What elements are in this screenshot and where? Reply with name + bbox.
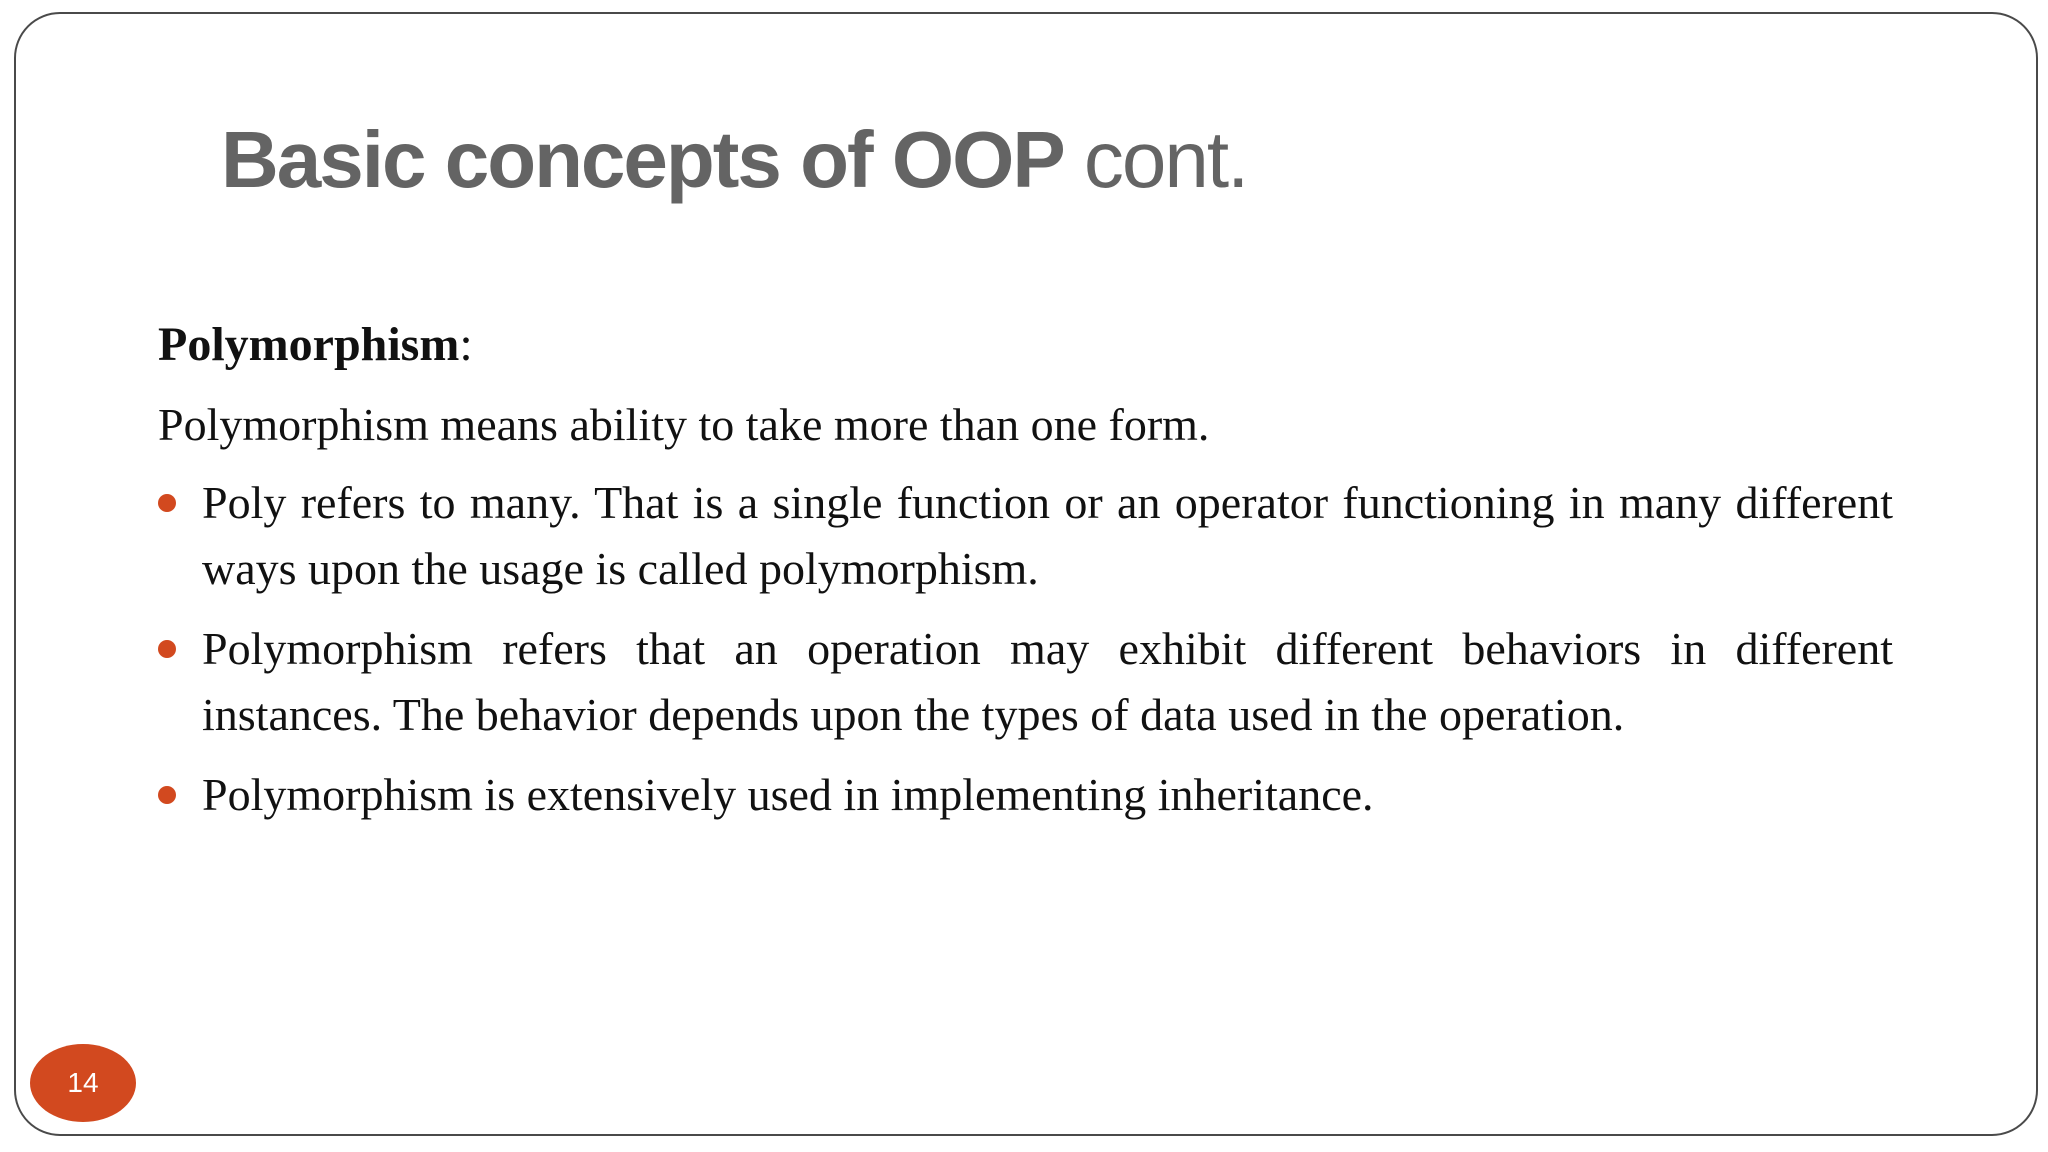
slide-title-main: Basic concepts of OOP (221, 115, 1064, 204)
bullet-item (158, 762, 1893, 828)
section-heading-colon: : (459, 318, 473, 371)
slide-title-suffix: cont. (1063, 115, 1248, 204)
slide-number: 14 (67, 1067, 99, 1098)
bullet-dot-icon (158, 786, 176, 804)
bullet-text: Polymorphism refers that an operation may exhibit different behaviors in different instances. The behavior depends upon the types of data used in the operation. (202, 623, 1893, 740)
slide-title (221, 115, 1248, 204)
slide-content (158, 310, 1893, 842)
bullet-list (158, 470, 1893, 828)
bullet-text: Polymorphism is extensively used in implementing inheritance. (202, 769, 1374, 820)
bullet-text: Poly refers to many. That is a single function or an operator functioning in many different ways upon the usage is called polymorphism. (202, 477, 1893, 594)
definition-text: Polymorphism means ability to take more than one form. (158, 399, 1210, 450)
bullet-dot-icon (158, 494, 176, 512)
bullet-dot-icon (158, 640, 176, 658)
section-heading-term: Polymorphism (158, 318, 460, 371)
bullet-item (158, 470, 1893, 602)
bullet-item (158, 616, 1893, 748)
section-heading (158, 310, 1893, 380)
slide-number-badge (30, 1044, 136, 1122)
